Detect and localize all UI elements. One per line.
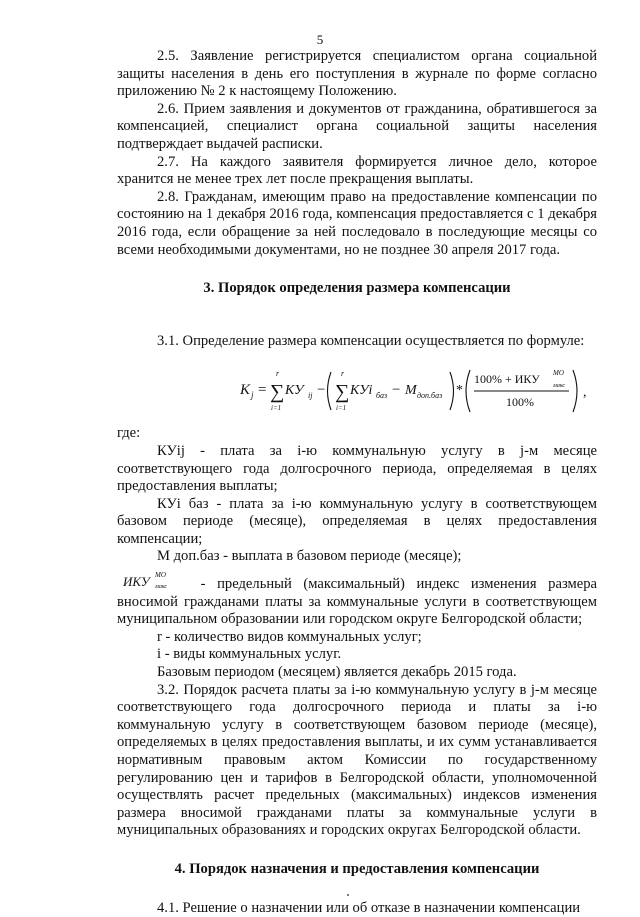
minus-2: − (392, 382, 401, 399)
paragraph-4-1: 4.1. Решение о назначении или об отказе в назначении компенсации (157, 899, 581, 916)
definition-r: r - количество видов коммунальных услуг; (157, 628, 422, 645)
sum1-top: r (276, 369, 280, 379)
fraction-sup: МО (553, 369, 564, 378)
formula-lhs-sub: j (251, 390, 254, 401)
term-mdop: М (405, 383, 417, 399)
svg-text:∑: ∑ (270, 381, 285, 404)
paragraph-2-5: 2.5. Заявление регистрируется специалистом органа социальной защиты населения в день его поступления в журнале по форме согласно приложению № 2 к настоящему Положению. (117, 48, 597, 100)
term-kui-baz: КУi (350, 383, 373, 399)
paragraph-3-2: 3.2. Порядок расчета платы за i-ю коммунальную услугу в j-м месяце соответствующего года долгосрочного периода и платы за i-ю коммунальную услугу в соответствующем базовом периоде (месяце), определяемых в целях предоставления выплаты, и их сумм устанавливается нормативным правовым актом Комиссии по государственному регулированию цен и тарифов в Белгородской области, уполномоченной осуществлять расчет предельных (максимальных) индексов изменения размера вносимой гражданами платы за коммунальные услуги в муниципальных образованиях и городских округах Белгородской области. (117, 681, 597, 839)
svg-text:МО: МО (155, 571, 166, 580)
definition-kuij: КУij - плата за i-ю коммунальную услугу в j-м месяце соответствующего года долгосрочного периода, определяемая в целях предоставления выплаты; (117, 442, 597, 495)
minus-1: − (317, 382, 326, 399)
document-body (117, 48, 597, 917)
section-3-title: 3. Порядок определения размера компенсации (203, 280, 511, 297)
scan-dot (347, 894, 349, 896)
base-period-text: Базовым периодом (месяцем) является декабрь 2015 года. (157, 664, 517, 681)
where-label: где: (117, 425, 141, 442)
fraction-denominator: 100% (506, 395, 534, 410)
paragraph-2-7: 2.7. На каждого заявителя формируется личное дело, которое хранится не менее трех лет после прекращения выплаты. (117, 153, 597, 188)
paragraph-2-8: 2.8. Гражданам, имеющим право на предоставление компенсации по состоянию на 1 декабря 2016 года, компенсация предоставляется с 1 декабря 2016 года, если обращение за ней последовало в последующие месяцы со всеми необходимыми документами, но не позднее 30 апреля 2017 года. (117, 188, 597, 258)
term-kuij-sub: ij (308, 391, 313, 401)
sum2-bottom: i=1 (336, 404, 347, 413)
formula-mult: * (456, 383, 463, 399)
svg-text:∑: ∑ (335, 381, 350, 404)
fraction-sub: макс (553, 383, 566, 390)
definition-mdop: М доп.баз - выплата в базовом периоде (месяце); (157, 548, 462, 565)
sum2-top: r (341, 369, 345, 379)
definition-iku: ИКУ МО макс - предельный (максимальный) индекс изменения размера вносимой гражданами платы за коммунальные услуги в соответствующем муниципальном образовании или городском округе Белгородской области; (117, 571, 597, 628)
svg-text:ИКУ: ИКУ (123, 574, 150, 590)
formula-equals: = (258, 382, 267, 399)
term-kui-baz-sub: баз (376, 391, 388, 401)
formula-graphic (117, 358, 597, 420)
paragraph-2-6: 2.6. Прием заявления и документов от гражданина, обратившегося за компенсацией, специалист органа социальной защиты населения подтверждает выдачей расписки. (117, 100, 597, 152)
definition-kui-baz: КУi баз - плата за i-ю коммунальную услугу в соответствующем базовом периоде (месяце), определяемая в целях предоставления компенсации; (117, 495, 597, 547)
formula-comma: , (583, 385, 587, 401)
term-mdop-sub: доп.баз (417, 391, 443, 401)
page-number: 5 (316, 32, 324, 47)
svg-text:макс: макс (155, 584, 168, 591)
iku-symbol (123, 569, 189, 591)
term-kuij: КУ (285, 383, 304, 399)
compensation-formula (117, 358, 597, 420)
paragraph-3-1: 3.1. Определение размера компенсации осуществляется по формуле: (157, 332, 585, 349)
formula-lhs: K (240, 382, 251, 399)
fraction-numerator: 100% + ИКУ (474, 372, 540, 387)
sum1-bottom: i=1 (271, 404, 282, 413)
section-4-title: 4. Порядок назначения и предоставления компенсации (174, 860, 540, 877)
definition-i: i - виды коммунальных услуг. (157, 646, 342, 663)
